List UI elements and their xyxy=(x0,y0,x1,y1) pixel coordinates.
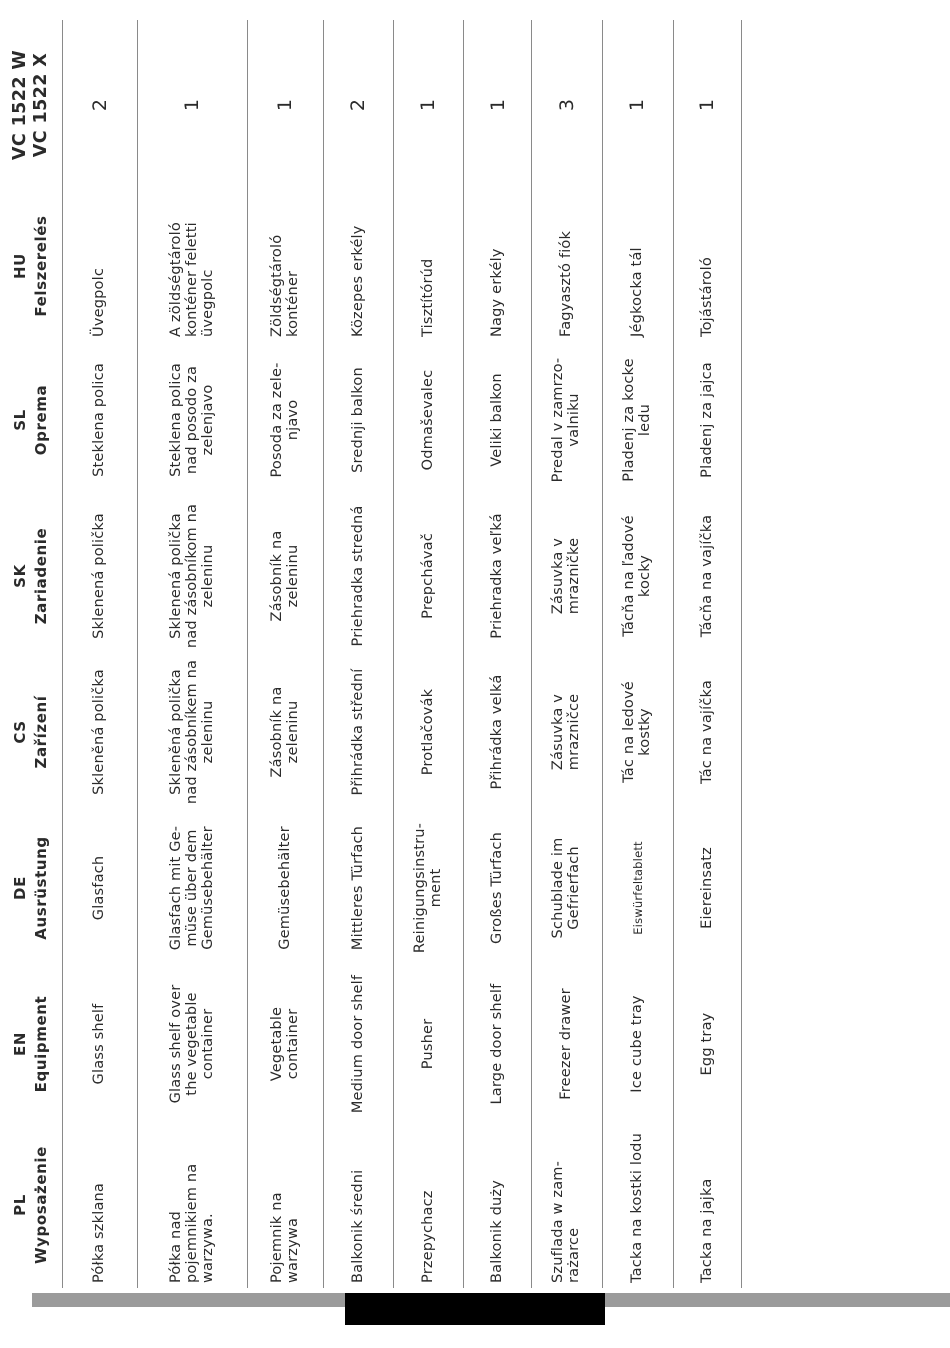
cell-sl: Pladenj za kocke ledu xyxy=(602,342,673,498)
header-pl-code: PL xyxy=(10,1194,29,1216)
header-pl-label: Wyposażenie xyxy=(31,1146,50,1264)
cell-qty: 2 xyxy=(323,20,393,190)
cell-sl: Posoda za zele-njavo xyxy=(248,342,324,498)
cell-cs: Skleněná polička nad zásobníkem na zeleninu xyxy=(138,654,248,810)
cell-de: Großes Türfach xyxy=(464,810,532,966)
header-sl xyxy=(0,342,62,498)
cell-en: Freezer drawer xyxy=(532,966,602,1122)
cell-de: Eiswürfeltablett xyxy=(602,810,673,966)
cell-sl: Srednji balkon xyxy=(323,342,393,498)
cell-hu: Zöldségtároló konténer xyxy=(248,190,324,342)
cell-hu: A zöldségtároló konténer feletti üvegpolc xyxy=(138,190,248,342)
header-row xyxy=(0,20,62,1288)
header-de-code: DE xyxy=(10,876,29,900)
cell-sl: Pladenj za jajca xyxy=(673,342,741,498)
header-de-label: Ausrüstung xyxy=(31,836,50,940)
cell-hu: Tisztítórúd xyxy=(394,190,464,342)
footer-black-block xyxy=(345,1293,605,1325)
cell-de: Glasfach mit Ge-müse über dem Gemüsebehälter xyxy=(138,810,248,966)
cell-de: Mittleres Türfach xyxy=(323,810,393,966)
cell-pl: Tacka na jajka xyxy=(673,1122,741,1288)
cell-qty: 1 xyxy=(138,20,248,190)
cell-de: Eiereinsatz xyxy=(673,810,741,966)
header-hu xyxy=(0,190,62,342)
cell-hu: Tojástároló xyxy=(673,190,741,342)
cell-pl: Półka nad pojemnikiem na warzywa. xyxy=(138,1122,248,1288)
cell-qty: 1 xyxy=(602,20,673,190)
cell-en: Vegetable container xyxy=(248,966,324,1122)
cell-pl: Półka szklana xyxy=(62,1122,138,1288)
cell-sl: Steklena polica nad posodo za zelenjavo xyxy=(138,342,248,498)
cell-en: Glass shelf xyxy=(62,966,138,1122)
cell-qty: 2 xyxy=(62,20,138,190)
cell-de: Reinigungsinstru-ment xyxy=(394,810,464,966)
cell-hu: Közepes erkély xyxy=(323,190,393,342)
cell-cs: Přihrádka velká xyxy=(464,654,532,810)
cell-sl: Steklena polica xyxy=(62,342,138,498)
cell-pl: Balkonik duży xyxy=(464,1122,532,1288)
header-model-w: VC 1522 W xyxy=(10,49,31,161)
header-hu-label: Felszerelés xyxy=(31,215,50,317)
cell-cs: Tác na vajíčka xyxy=(673,654,741,810)
cell-en: Ice cube tray xyxy=(602,966,673,1122)
cell-sk: Sklenená polička xyxy=(62,498,138,654)
cell-cs: Tác na ledové kostky xyxy=(602,654,673,810)
cell-hu: Üvegpolc xyxy=(62,190,138,342)
header-hu-code: HU xyxy=(10,253,29,279)
equipment-table-rotated xyxy=(0,20,742,1288)
table-row xyxy=(602,20,673,1288)
header-en xyxy=(0,966,62,1122)
cell-sk: Prepchávač xyxy=(394,498,464,654)
cell-hu: Fagyasztó fiók xyxy=(532,190,602,342)
cell-qty: 1 xyxy=(248,20,324,190)
cell-en: Pusher xyxy=(394,966,464,1122)
header-en-label: Equipment xyxy=(31,995,50,1093)
cell-cs: Zásobník na zeleninu xyxy=(248,654,324,810)
cell-en: Glass shelf over the vegetable container xyxy=(138,966,248,1122)
header-sk-label: Zariadenie xyxy=(31,527,50,625)
cell-sk: Tácňa na ľadové kocky xyxy=(602,498,673,654)
cell-de: Glasfach xyxy=(62,810,138,966)
cell-cs: Skleněná polička xyxy=(62,654,138,810)
header-cs-code: CS xyxy=(10,720,29,744)
cell-sl: Predal v zamrzo-valniku xyxy=(532,342,602,498)
cell-sk: Sklenená polička nad zásobníkom na zeleninu xyxy=(138,498,248,654)
table-row xyxy=(62,20,138,1288)
header-model xyxy=(0,20,62,190)
table-row xyxy=(138,20,248,1288)
cell-en: Egg tray xyxy=(673,966,741,1122)
cell-hu: Nagy erkély xyxy=(464,190,532,342)
header-sk-code: SK xyxy=(10,564,29,588)
table-row xyxy=(532,20,602,1288)
header-cs xyxy=(0,654,62,810)
cell-qty: 1 xyxy=(394,20,464,190)
cell-sl: Odmaševalec xyxy=(394,342,464,498)
cell-de: Schublade im Gefrierfach xyxy=(532,810,602,966)
cell-cs: Protlačovák xyxy=(394,654,464,810)
cell-sk: Tácňa na vajíčka xyxy=(673,498,741,654)
table-row xyxy=(464,20,532,1288)
cell-pl: Tacka na kostki lodu xyxy=(602,1122,673,1288)
cell-en: Medium door shelf xyxy=(323,966,393,1122)
table-row xyxy=(394,20,464,1288)
cell-sk: Priehradka veľká xyxy=(464,498,532,654)
header-pl xyxy=(0,1122,62,1288)
cell-de: Gemüsebehälter xyxy=(248,810,324,966)
equipment-table xyxy=(0,20,742,1288)
cell-qty: 1 xyxy=(673,20,741,190)
table-row xyxy=(673,20,741,1288)
header-sk xyxy=(0,498,62,654)
cell-cs: Zásuvka v mrazničce xyxy=(532,654,602,810)
header-model-x: VC 1522 X xyxy=(30,52,51,158)
header-cs-label: Zařízení xyxy=(31,695,50,769)
cell-pl: Przepychacz xyxy=(394,1122,464,1288)
cell-pl: Szuflada w zam-rażarce xyxy=(532,1122,602,1288)
header-sl-code: SL xyxy=(10,409,29,431)
cell-en: Large door shelf xyxy=(464,966,532,1122)
cell-sk: Zásobník na zeleninu xyxy=(248,498,324,654)
cell-sk: Priehradka stredná xyxy=(323,498,393,654)
cell-sl: Veliki balkon xyxy=(464,342,532,498)
cell-pl: Pojemnik na warzywa xyxy=(248,1122,324,1288)
cell-pl: Balkonik średni xyxy=(323,1122,393,1288)
cell-sk: Zásuvka v mrazničke xyxy=(532,498,602,654)
header-en-code: EN xyxy=(10,1032,29,1057)
header-de xyxy=(0,810,62,966)
table-row xyxy=(323,20,393,1288)
cell-qty: 1 xyxy=(464,20,532,190)
cell-hu: Jégkocka tál xyxy=(602,190,673,342)
cell-qty: 3 xyxy=(532,20,602,190)
cell-cs: Přihrádka střední xyxy=(323,654,393,810)
header-sl-label: Oprema xyxy=(31,384,50,456)
table-row xyxy=(248,20,324,1288)
